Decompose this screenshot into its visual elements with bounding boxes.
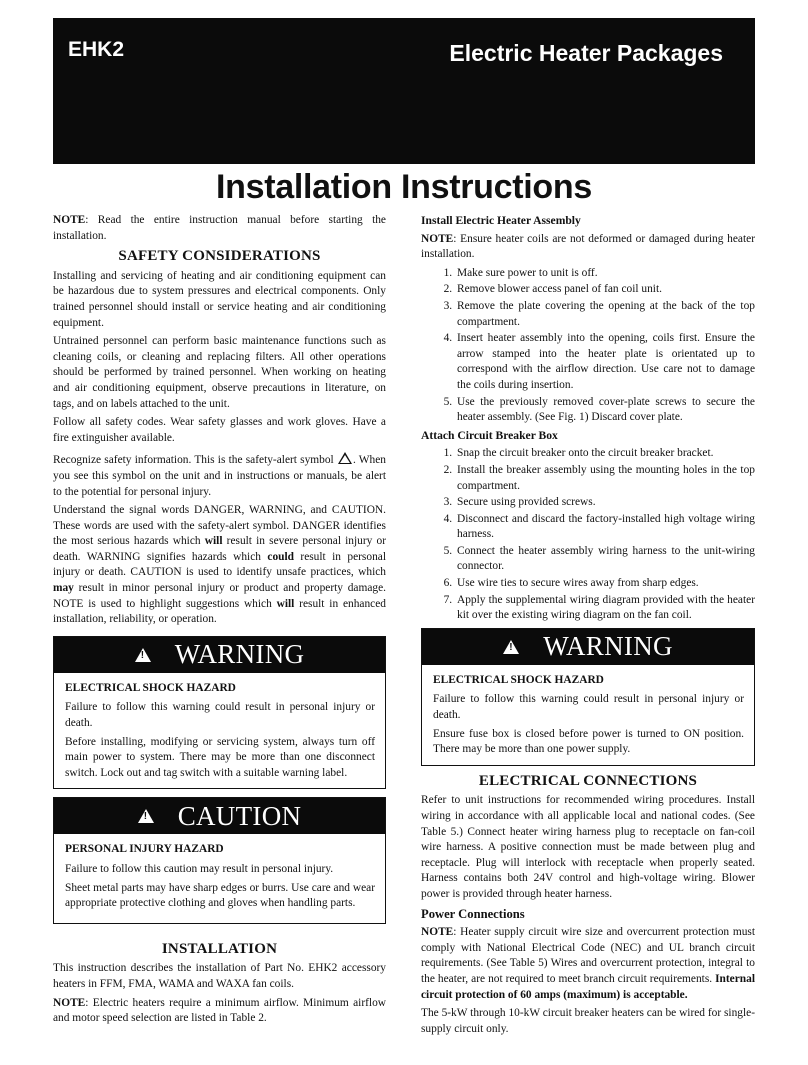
header-banner	[53, 18, 755, 164]
product-name: Electric Heater Packages	[449, 40, 723, 66]
list-item: 4. Disconnect and discard the factory-installed high voltage wiring harness.	[455, 512, 755, 543]
warning-box-left	[53, 636, 386, 790]
warning-text-1: Failure to follow this warning could result in personal injury or death.	[65, 701, 375, 730]
warning-alert-icon	[135, 648, 151, 662]
caution-alert-icon	[138, 809, 154, 823]
installation-paragraph: This instruction describes the installation of Part No. EHK2 accessory heaters in FFM, FMA, WAMA and WAXA fan coils.	[53, 962, 386, 990]
installation-note: NOTE: Electric heaters require a minimum airflow. Minimum airflow and motor speed selection are listed in Table 2.	[53, 996, 386, 1025]
list-item: 3. Secure using provided screws.	[455, 495, 755, 511]
safety-paragraph-1: Installing and servicing of heating and air conditioning equipment can be hazardous due to system pressures and electrical components. Only trained personnel should install or service heating and air conditioning equipment.	[53, 269, 386, 329]
list-item: 7. Apply the supplemental wiring diagram provided with the heater kit over the existing wiring diagram on the fan coil.	[455, 593, 755, 624]
left-column	[53, 213, 386, 1030]
warning-header: ! WARNING	[422, 629, 754, 665]
hazard-title: ELECTRICAL SHOCK HAZARD	[65, 681, 236, 694]
assembly-steps	[421, 266, 755, 426]
caution-header: ! CAUTION	[54, 798, 385, 834]
warning-text-2: Before installing, modifying or servicing system, always turn off main power to system. There may be more than one disconnect switch. Lock out and tag switch with a suitable warning label.	[65, 735, 375, 779]
warning-header: ! WARNING	[54, 637, 385, 673]
model-code: EHK2	[68, 38, 125, 61]
list-item: 2. Install the breaker assembly using the mounting holes in the top compartment.	[455, 463, 755, 494]
assembly-heading: Install Electric Heater Assembly	[421, 214, 581, 227]
caution-box	[53, 797, 386, 923]
list-item: 1. Make sure power to unit is off.	[455, 266, 755, 282]
right-column	[421, 213, 755, 1040]
assembly-note: NOTE: Ensure heater coils are not deformed or damaged during heater installation.	[421, 232, 755, 261]
page-title: Installation Instructions	[216, 168, 592, 206]
power-paragraph: The 5-kW through 10-kW circuit breaker heaters can be wired for single-supply circuit only.	[421, 1007, 755, 1035]
list-item: 3. Remove the plate covering the opening at the back of the top compartment.	[455, 299, 755, 330]
list-item: 5. Use the previously removed cover-plate screws to secure the heater assembly. (See Fig. 1) Discard cover plate.	[455, 395, 755, 426]
list-item: 6. Use wire ties to secure wires away from sharp edges.	[455, 576, 755, 592]
list-item: 1. Snap the circuit breaker onto the circuit breaker bracket.	[455, 446, 755, 462]
breaker-steps	[421, 446, 755, 624]
hazard-title: ELECTRICAL SHOCK HAZARD	[433, 673, 604, 686]
safety-heading: SAFETY CONSIDERATIONS	[118, 248, 321, 265]
caution-text-1: Failure to follow this caution may result in personal injury.	[65, 863, 334, 875]
safety-alert-icon	[338, 452, 352, 464]
warning-text-1: Failure to follow this warning could result in personal injury or death.	[433, 693, 744, 722]
signal-words-paragraph: Understand the signal words DANGER, WARNING, and CAUTION. These words are used with the safety-alert symbol. DANGER identifies the most serious hazards which will result in severe personal injury or death. WARNING signifies hazards which could result in personal injury or death. CAUTION is used to identify unsafe practices, which may result in minor personal injury or product and property damage. NOTE is used to highlight suggestions which will result in enhanced installation, reliability, or operation.	[53, 504, 386, 626]
power-note: NOTE: Heater supply circuit wire size and overcurrent protection must comply with National Electrical Code (NEC) and UL branch circuit requirements. (See Table 5) Wires and overcurrent protection, integral to the heater, are not required to meet branch circuit requirements. Internal circuit protection of 60 amps (maximum) is acceptable.	[421, 926, 755, 1001]
safety-paragraph-4: Recognize safety information. This is the safety-alert symbol . When you see this symbol on the unit and in instructions or manuals, be alert to the potential for personal injury.	[53, 454, 386, 498]
safety-paragraph-2: Untrained personnel can perform basic maintenance functions such as cleaning coils, or cleaning and replacing filters. All other operations should be performed by trained personnel. When working on heating and air conditioning equipment, observe precautions in literature, on tags, and on labels attached to the unit.	[53, 335, 386, 410]
power-heading: Power Connections	[421, 906, 525, 921]
electrical-heading: ELECTRICAL CONNECTIONS	[478, 772, 698, 789]
intro-note: NOTE: Read the entire instruction manual before starting the installation.	[53, 214, 386, 242]
warning-text-2: Ensure fuse box is closed before power is turned to ON position. There may be more than one power supply.	[433, 727, 744, 756]
breaker-heading: Attach Circuit Breaker Box	[421, 428, 558, 442]
caution-text-2: Sheet metal parts may have sharp edges or burrs. Use care and wear appropriate protective clothing and gloves when handling parts.	[65, 881, 375, 910]
hazard-title: PERSONAL INJURY HAZARD	[65, 843, 224, 856]
safety-paragraph-3: Follow all safety codes. Wear safety glasses and work gloves. Have a fire extinguisher available.	[53, 416, 386, 444]
warning-alert-icon	[503, 640, 519, 654]
installation-heading: INSTALLATION	[161, 940, 278, 957]
electrical-paragraph: Refer to unit instructions for recommended wiring procedures. Install wiring in accordance with all applicable local and national codes. (See Table 5.) Connect heater wiring harness plug to receptacle on fan-coil wire harness. A positive connection must be made between plug and receptacle. Plug will interlock with receptacle when properly seated. Harness contains both 24V control and high-voltage wiring. Blower power is provided through heater harness.	[421, 794, 755, 900]
warning-box-right	[421, 628, 755, 766]
list-item: 5. Connect the heater assembly wiring harness to the unit-wiring connector.	[455, 544, 755, 575]
list-item: 2. Remove blower access panel of fan coil unit.	[455, 282, 755, 298]
list-item: 4. Insert heater assembly into the opening, coils first. Ensure the arrow stamped into the heater plate is orientated up to correspond with the airflow direction. Use care not to damage the coils during insertion.	[455, 331, 755, 393]
